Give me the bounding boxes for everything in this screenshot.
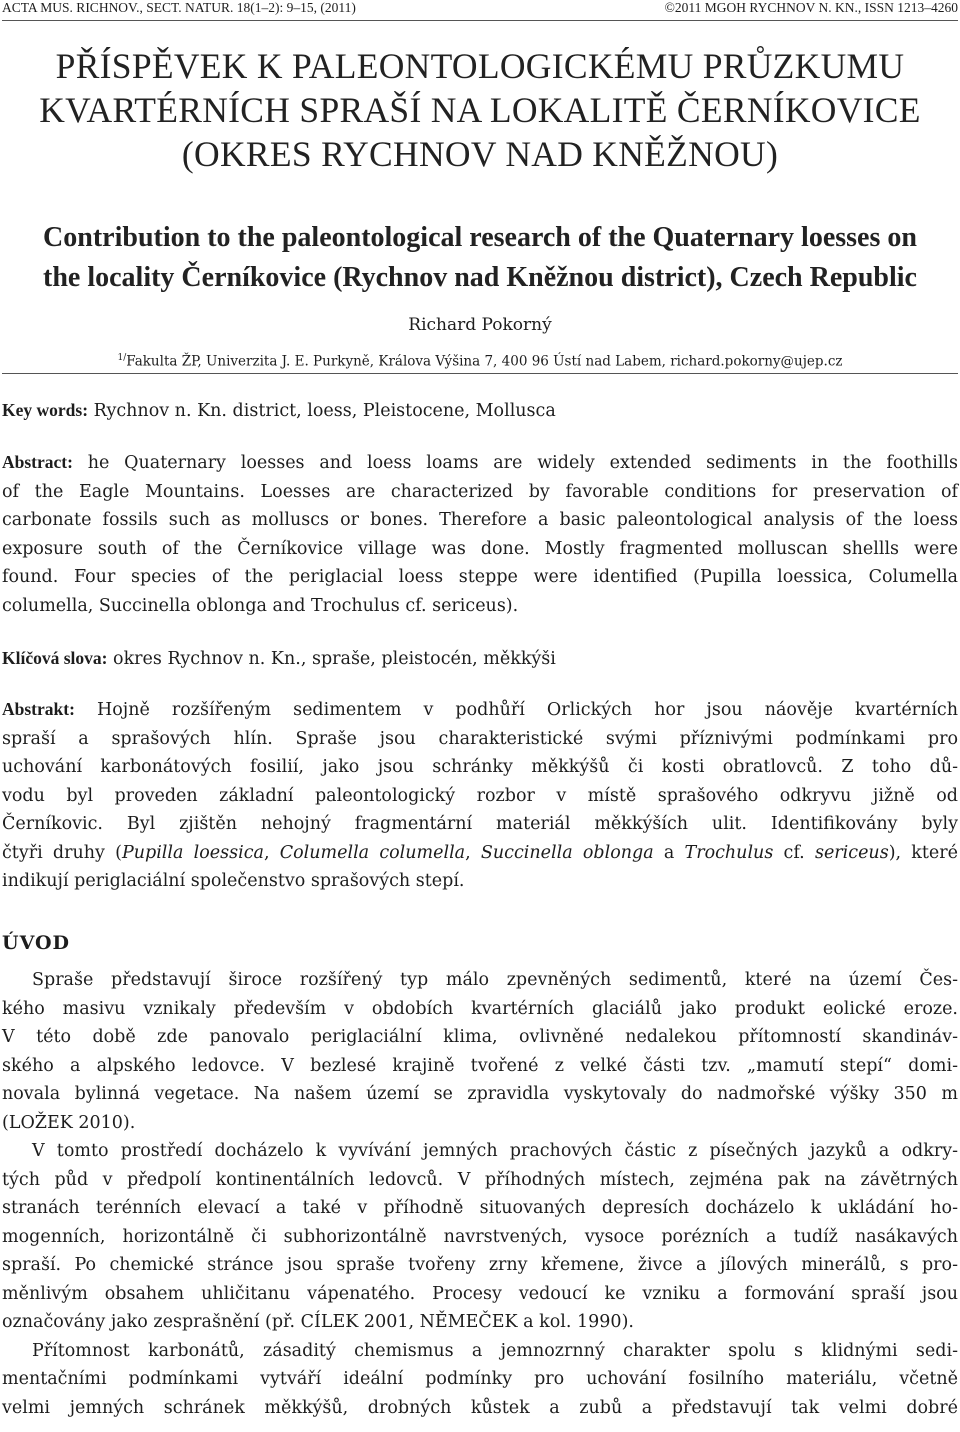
species-name: Succinella oblonga: [480, 842, 654, 863]
text-run: ,: [465, 842, 481, 863]
body-line: velmi jemných schránek měkkýšů, drobných kůstek a zubů a představují tak velmi dobré: [2, 1397, 958, 1418]
keywords-czech: [2, 647, 958, 670]
abstrakt-line: Černíkovic. Byl zjištěn nehojný fragmentární materiál měkkýších ulit. Identifikovány byly: [2, 814, 958, 834]
species-name: Trochulus: [684, 842, 774, 863]
abstract-line: found. Four species of the periglacial loess steppe were identified (Pupilla loessica, Columella: [2, 567, 958, 587]
keywords-czech-label: Klíčová slova:: [2, 648, 108, 668]
abstrakt-line: uchování karbonátových fosilií, jako jsou schránky měkkýšů či kosti obratlovců. Z toho dů-: [2, 757, 958, 777]
author-name: Richard Pokorný: [408, 315, 552, 335]
section-heading: ÚVOD: [2, 932, 71, 954]
abstrakt-label: Abstrakt:: [2, 699, 75, 719]
abstrakt-line: Hojně rozšířeným sedimentem v podhůří Orlických hor jsou náověje kvartérních: [74, 700, 958, 720]
body-line: Spraše představují široce rozšířený typ málo zpevněných sedimentů, které na území Čes-: [32, 970, 958, 990]
keywords-label: Key words:: [2, 400, 89, 420]
article-title-czech: [0, 44, 960, 176]
article-title-english: [0, 218, 960, 298]
affiliation-text: Fakulta ŽP, Univerzita J. E. Purkyně, Králova Výšina 7, 400 96 Ústí nad Labem, richard.pokorny@ujep.cz: [126, 353, 843, 370]
abstract-line: carbonate fossils such as molluscs or bones. Therefore a basic paleontological analysis of the loess: [2, 510, 958, 530]
species-name: sericeus: [814, 842, 889, 863]
text-run: ,: [263, 842, 280, 863]
running-header: [2, 0, 958, 21]
abstrakt-species-line: [2, 839, 958, 868]
keywords-czech-text: okres Rychnov n. Kn., spraše, pleistocén, měkkýši: [107, 649, 556, 669]
body-line: V této době zde panovalo periglaciální klima, ovlivněné nedalekou přítomností skandináv-: [2, 1027, 958, 1047]
abstract-line: of the Eagle Mountains. Loesses are characterized by favorable conditions for preservation of: [2, 481, 958, 502]
abstract-label: Abstract:: [2, 452, 73, 472]
copyright-issn: ©2011 MGOH RYCHNOV N. KN., ISSN 1213–4260: [664, 0, 958, 15]
species-name: Pupilla loessica: [121, 842, 264, 863]
abstract-czech: [2, 695, 958, 896]
title-line: Contribution to the paleontological research of the Quaternary loesses on: [43, 222, 917, 253]
body-line: spraší. Po chemické stránce jsou spraše tvořeny zrny křemene, živce a jílových minerálů, s pro-: [2, 1255, 958, 1275]
body-line: stranách terénních elevací a také v příhodně situovaných depresích docházelo k ukládání ho-: [2, 1198, 958, 1218]
abstrakt-line: spraší a sprašových hlín. Spraše jsou charakteristické svými příznivými podmínkami pro: [2, 728, 958, 749]
journal-citation: ACTA MUS. RICHNOV., SECT. NATUR. 18(1–2): 9–15, (2011): [2, 0, 356, 15]
title-line: the locality Černíkovice (Rychnov nad Kněžnou district), Czech Republic: [43, 262, 917, 293]
body-line: V tomto prostředí docházelo k vyvívání jemných prachových částic z písečných jazyků a odkry-: [32, 1141, 958, 1161]
keywords-english: [2, 399, 958, 422]
abstrakt-line: vodu byl proveden základní paleontologický rozbor v místě sprašového odkryvu jižně od: [2, 785, 958, 806]
body-line: tých půd v předpolí kontinentálních ledovců. V příhodných místech, zejména pak na závětrných: [2, 1169, 958, 1190]
title-line: PŘÍSPĚVEK K PALEONTOLOGICKÉMU PRŮZKUMU: [55, 46, 905, 86]
title-line: KVARTÉRNÍCH SPRAŠÍ NA LOKALITĚ ČERNÍKOVICE: [39, 90, 921, 130]
species-name: Columella columella: [279, 842, 466, 863]
body-line: novala bylinná vegetace. Na našem území se zpravidla vyskytovaly do nadmořské výšky 350 m: [2, 1084, 958, 1104]
text-run: a: [653, 842, 685, 863]
body-line: mogenních, horizontálně či subhorizontálně navrstvených, vysoce porézních a tudíž nasákavých: [2, 1226, 958, 1247]
body-line: Přítomnost karbonátů, zásaditý chemismus a jemnozrnný charakter spolu s klidnými sedi-: [32, 1340, 958, 1361]
text-run: čtyři druhy (: [2, 842, 122, 863]
body-line: mentačními podmínkami vytváří ideální podmínky pro uchování fosilního materiálu, včetně: [2, 1369, 958, 1389]
text-run: cf.: [773, 842, 815, 863]
title-line: (OKRES RYCHNOV NAD KNĚŽNOU): [181, 134, 779, 174]
intro-body: [2, 966, 958, 1422]
abstract-line: he Quaternary loesses and loess loams are widely extended sediments in the foothills: [72, 453, 958, 473]
author-affiliation: [0, 348, 960, 372]
body-line: měnlivým obsahem uhličitanu vápenatého. Procesy vedoucí ke vzniku a formování spraší jsou: [2, 1283, 958, 1304]
text-run: ), které: [888, 842, 959, 863]
affiliation-mark: 1/: [117, 353, 127, 363]
abstrakt-line: indikují periglaciální společenstvo sprašových stepí.: [2, 871, 465, 891]
abstract-line: columella, Succinella oblonga and Trochulus cf. sericeus).: [2, 595, 519, 616]
affiliation-divider: [2, 373, 958, 374]
body-line: označovány jako zesprašnění (př. CÍLEK 2001, NĚMEČEK a kol. 1990).: [2, 1312, 634, 1332]
body-line: ského a alpského ledovce. V bezlesé krajině tvořené z velké části tzv. „mamutí stepí“ domi-: [2, 1055, 958, 1076]
abstract-line: exposure south of the Černíkovice village was done. Mostly fragmented molluscan shellls were: [2, 538, 958, 559]
body-line: (LOŽEK 2010).: [2, 1112, 136, 1133]
abstract-english: [2, 448, 958, 620]
body-line: kého masivu vznikaly především v obdobích kvartérních glaciálů jako produkt eolické eroze.: [2, 998, 958, 1019]
keywords-text: Rychnov n. Kn. district, loess, Pleistocene, Mollusca: [88, 401, 556, 421]
